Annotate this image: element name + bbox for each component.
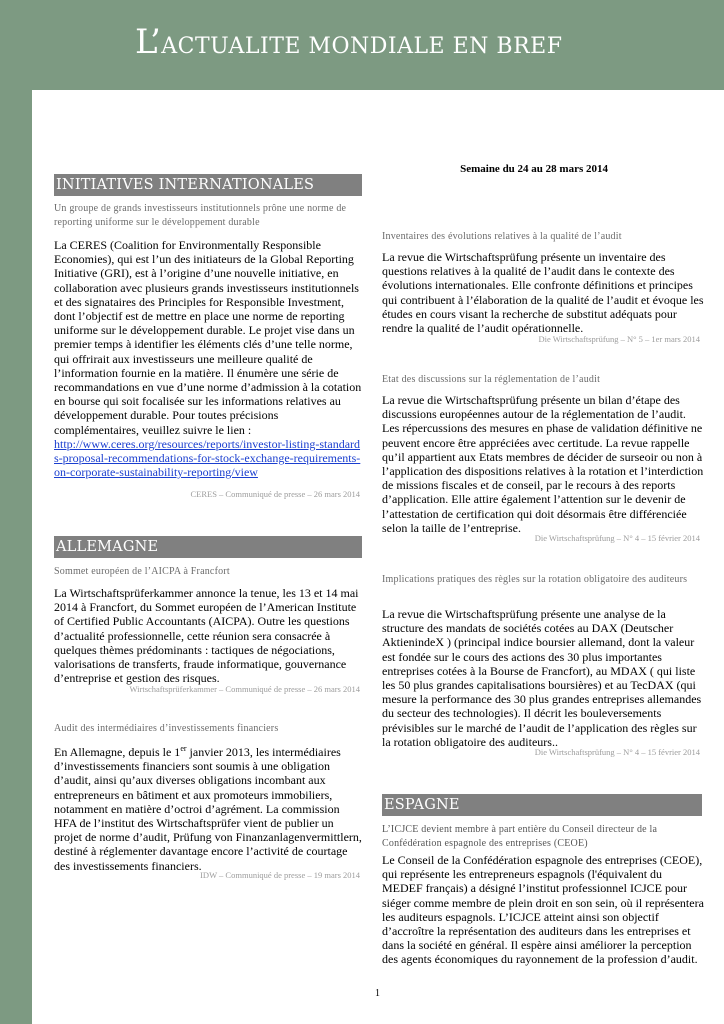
article-body-icjce: Le Conseil de la Confédération espagnole des entreprises (CEOE), qui représente les entrepreneurs espagnols (l'équivalent du MEDEF français) a désigné l’institut professionnel ICJCE pour siéger comme membre de plein droit en son sein, où il représentera les auditeurs espagnols. L’ICJCE atteint ainsi son objectif d’accroître la représentation des auditeurs dans les entreprises et dans la société en général. Il espère ainsi améliorer la perception des agents économiques du rayonnement de la profession d’audit. [382,853,704,967]
article-body-reglementation: La revue die Wirtschaftsprüfung présente un bilan d’étape des discussions européennes autour de la réglementation de l’audit. Les répercussions des mesures en phase de validation définitive ne peuvent encore être appréciées avec certitude. La revue rappelle qu’il appartient aux Etats membres de décider de surseoir ou non à l’application des dispositions relatives à la rotation et l’interdiction de missions fiscales et de conseil, par le recours à des reports d’application. Elle attire également l’attention sur le devenir de l’attestation de certification qui doit désormais être différenciée selon la taille de l’entreprise. [382,393,704,535]
article-body-aicpa: La Wirtschaftsprüferkammer annonce la tenue, les 13 et 14 mai 2014 à Francfort, du Sommet européen de l’American Institute of Certified Public Accountants (AICPA). Outre les questions d’actualité professionnelle, cette réunion sera consacrée à quelques thèmes prédominants : tactiques de négociations, valorisations de transferts, fraude informatique, gouvernance d’entreprise et gestion des risques. [54,586,359,686]
article-body-qualite: La revue die Wirtschaftsprüfung présente un inventaire des questions relatives à la qualité de l’audit dans le contexte des évolutions internationales. Elle confronte définitions et principes qui contribuent à l’élaboration de la qualité de l’audit et évoque les études en cours visant la recherche de substitut adéquats pour rendre la qualité de l’audit opérationnelle. [382,250,704,336]
article-body-intermediaires: En Allemagne, depuis le 1er janvier 2013, les intermédiaires d’investissements financiers sont soumis à une obligation d’audit, ainsi qu’aux diverses obligations incombant aux entrepreneurs en bâtiment et aux promoteurs immobiliers, notamment en matière d’octroi d’agrément. La commission HFA de l’institut des Wirtschaftsprüfer vient de publier un projet de norme d’audit, Prüfung von Finanzanlagenvermittlern, destiné à réglementer davantage encore l’activité de courtage des investissements financiers. [54,744,362,873]
section-heading-espagne: ESPAGNE [382,794,702,816]
article-title-ceres: Un groupe de grands investisseurs institutionnels prône une norme de reporting uniforme sur le développement durable [54,203,347,228]
source-ceres: CERES – Communiqué de presse – 26 mars 2014 [190,489,360,499]
source-wpg-5: Die Wirtschaftsprüfung – N° 5 – 1er mars 2014 [538,334,700,344]
article-title-intermediaires: Audit des intermédiaires d’investissements financiers [54,723,279,734]
ceres-link[interactable]: http://www.ceres.org/resources/reports/investor-listing-standards-proposal-recommendations-for-stock-exchange-requirements-on-corporate-sustainability-reporting/view [54,436,361,480]
week-label: Semaine du 24 au 28 mars 2014 [460,163,608,175]
article-title-rotation: Implications pratiques des règles sur la rotation obligatoire des auditeurs [382,574,688,585]
article-title-aicpa: Sommet européen de l’AICPA à Francfort [54,566,230,577]
article-body-rotation: La revue die Wirtschaftsprüfung présente une analyse de la structure des mandats de sociétés cotées au DAX (Deutscher AktienindeX ) (principal indice boursier allemand, dont la valeur est fondée sur le cours des actions des 30 plus importantes entreprises cotées à la Bourse de Francfort), au MDAX ( qui liste les 50 plus grandes capitalisations boursières) et au TecDAX (qui mesure la performance des 30 plus grandes entreprises allemandes du secteur des technologies). Il décrit les bouleversements prévisibles sur le marché de l’audit de l’application des règles sur la rotation obligatoire des auditeurs.. [382,607,702,749]
article-title-qualite: Inventaires des évolutions relatives à la qualité de l’audit [382,231,622,242]
article-body-ceres: La CERES (Coalition for Environmentally Responsible Economies), qui est l’un des initiateurs de la Global Reporting Initiative (GRI), est à l’origine d’une nouvelle initiative, en collaboration avec plusieurs grands investisseurs institutionnels et des signataires des Principles for Responsible Investment, dont l’objectif est de mettre en place une norme de reporting uniforme sur le développement durable. Le projet vise dans un premier temps à identifier les éléments clés d’une telle norme, qui offrirait aux investisseurs une meilleure qualité de l’information fournie en la matière. Il énumère une série de recommandations en vue d’une norme d’admission à la cotation en bourse qui soit focalisée sur les informations relatives au développement durable. Pour toutes précisions complémentaires, veuillez suivre le lien : http://www.ceres.org/resources/reports/investor-listing-standards-proposal-recommendations-for-stock-exchange-requirements-on-corporate-sustainability-reporting/view [54,238,362,480]
section-heading-international: INITIATIVES INTERNATIONALES [54,174,362,196]
article-title-reglementation: Etat des discussions sur la réglementation de l’audit [382,374,601,385]
source-wpg-4b: Die Wirtschaftsprüfung – N° 4 – 15 février 2014 [534,747,700,757]
header-banner [0,0,724,90]
source-idw: IDW – Communiqué de presse – 19 mars 2014 [200,870,360,880]
section-heading-allemagne: ALLEMAGNE [54,536,362,558]
page-sheet [32,90,724,1024]
page-number: 1 [375,988,380,999]
newsletter-title: L’ACTUALITE MONDIALE EN BREF [135,22,563,62]
source-wpg-4a: Die Wirtschaftsprüfung – N° 4 – 15 février 2014 [534,533,700,543]
source-aicpa: Wirtschaftsprüferkammer – Communiqué de presse – 26 mars 2014 [129,684,360,694]
article-title-icjce: L’ICJCE devient membre à part entière du Conseil directeur de la Confédération espagnole des entreprises (CEOE) [382,824,658,849]
